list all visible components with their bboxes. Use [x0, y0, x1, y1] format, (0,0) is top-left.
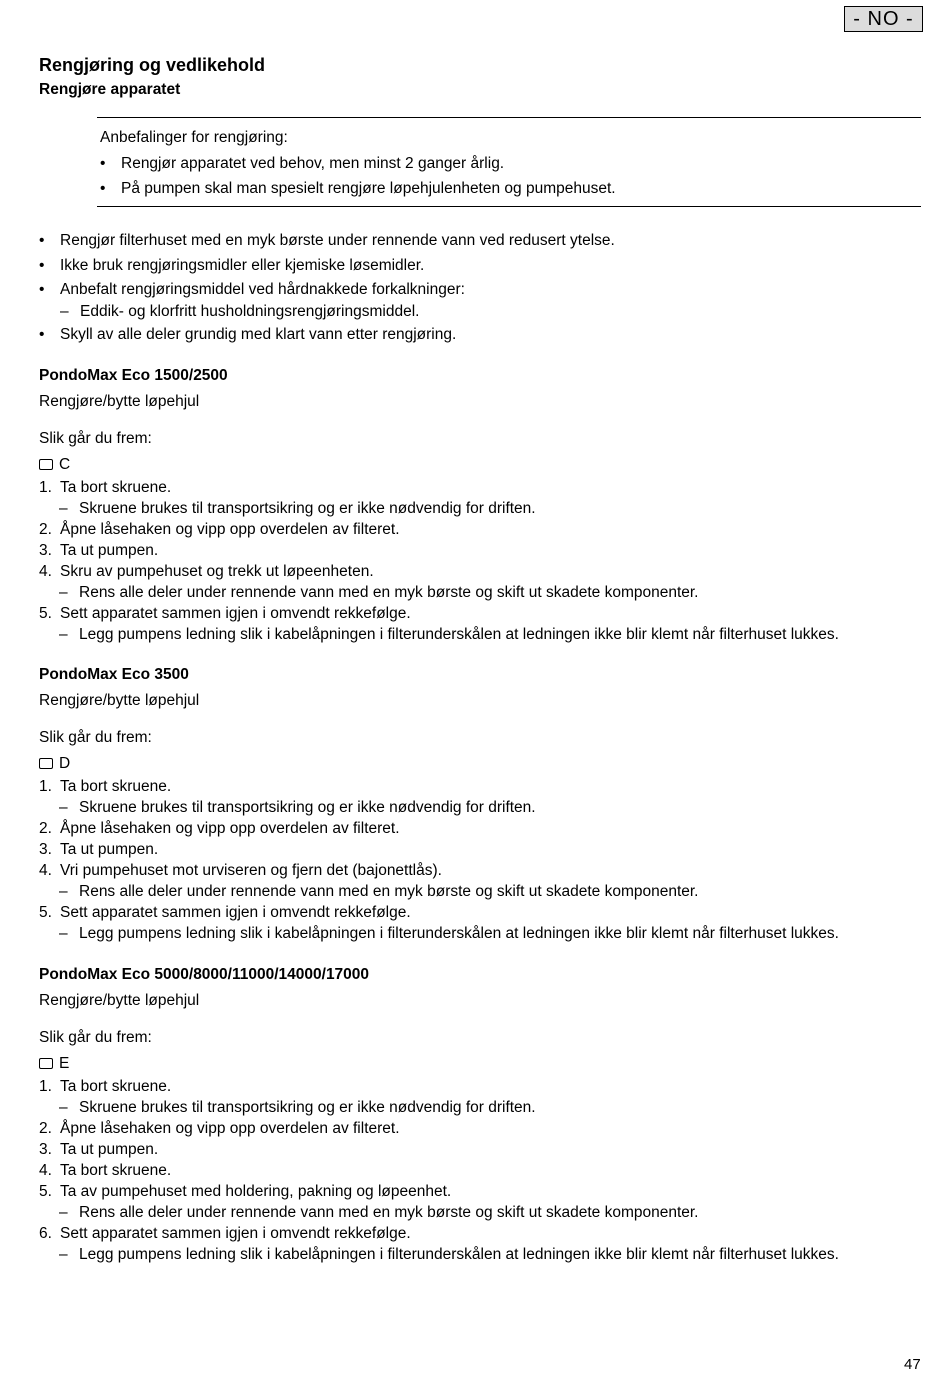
step-number: 3. [39, 841, 52, 858]
section-heading: PondoMax Eco 3500 [39, 666, 189, 683]
step-item: 3. Ta ut pumpen. [39, 542, 159, 559]
step-number: 1. [39, 479, 52, 496]
page-number: 47 [904, 1356, 921, 1373]
dash-symbol: – [59, 799, 68, 816]
figure-icon [39, 1058, 53, 1069]
step-number: 2. [39, 1120, 52, 1137]
step-item: 4. Ta bort skruene. [39, 1162, 172, 1179]
step-note: – Skruene brukes til transportsikring og er ikke nødvendig for driften. [59, 500, 536, 517]
section-subheading: Rengjøre/bytte løpehjul [39, 692, 200, 709]
recommendation-box [97, 117, 921, 207]
step-item: 4. Vri pumpehuset mot urviseren og fjern det (bajonettlås). [39, 862, 442, 879]
step-number: 2. [39, 820, 52, 837]
step-note: – Legg pumpens ledning slik i kabelåpningen i filterunderskålen at ledningen ikke blir klemt når filterhuset lukkes. [59, 925, 839, 942]
step-item: 2. Åpne låsehaken og vipp opp overdelen av filteret. [39, 820, 400, 837]
section-intro: Slik går du frem: [39, 1029, 152, 1046]
step-item: 2. Åpne låsehaken og vipp opp overdelen av filteret. [39, 521, 400, 538]
step-number: 1. [39, 778, 52, 795]
step-number: 5. [39, 605, 52, 622]
step-item: 2. Åpne låsehaken og vipp opp overdelen av filteret. [39, 1120, 400, 1137]
recommendation-item: • På pumpen skal man spesielt rengjøre løpehjulenheten og pumpehuset. [100, 180, 616, 197]
step-item: 5. Sett apparatet sammen igjen i omvendt rekkefølge. [39, 605, 411, 622]
list-sub-item: – Eddik- og klorfritt husholdningsrengjøringsmiddel. [60, 303, 420, 320]
step-item: 3. Ta ut pumpen. [39, 841, 159, 858]
list-item: • Ikke bruk rengjøringsmidler eller kjemiske løsemidler. [39, 257, 425, 274]
bullet-symbol: • [39, 281, 45, 298]
dash-symbol: – [59, 1099, 68, 1116]
section-heading: PondoMax Eco 5000/8000/11000/14000/17000 [39, 966, 370, 983]
step-note: – Legg pumpens ledning slik i kabelåpningen i filterunderskålen at ledningen ikke blir klemt når filterhuset lukkes. [59, 1246, 839, 1263]
page-subtitle: Rengjøre apparatet [39, 81, 181, 98]
step-note: – Legg pumpens ledning slik i kabelåpningen i filterunderskålen at ledningen ikke blir klemt når filterhuset lukkes. [59, 626, 839, 643]
step-number: 1. [39, 1078, 52, 1095]
language-badge: - NO - [844, 6, 923, 32]
step-note: – Skruene brukes til transportsikring og er ikke nødvendig for driften. [59, 1099, 536, 1116]
page-title: Rengjøring og vedlikehold [39, 55, 266, 75]
dash-symbol: – [59, 925, 68, 942]
dash-symbol: – [59, 883, 68, 900]
step-note: – Rens alle deler under rennende vann med en myk børste og skift ut skadete komponenter. [59, 1204, 699, 1221]
section-intro: Slik går du frem: [39, 729, 152, 746]
step-number: 3. [39, 1141, 52, 1158]
bullet-symbol: • [100, 155, 106, 172]
step-item: 5. Ta av pumpehuset med holdering, pakning og løpeenhet. [39, 1183, 452, 1200]
recommendation-intro: Anbefalinger for rengjøring: [100, 129, 288, 146]
step-item: 5. Sett apparatet sammen igjen i omvendt rekkefølge. [39, 904, 411, 921]
step-item: 1. Ta bort skruene. [39, 778, 172, 795]
figure-icon [39, 758, 53, 769]
dash-symbol: – [59, 584, 68, 601]
figure-reference: C [39, 455, 70, 475]
step-number: 2. [39, 521, 52, 538]
bullet-symbol: • [100, 180, 106, 197]
list-item: • Anbefalt rengjøringsmiddel ved hårdnakkede forkalkninger: [39, 281, 465, 298]
step-number: 4. [39, 563, 52, 580]
step-number: 5. [39, 1183, 52, 1200]
bullet-symbol: • [39, 326, 45, 343]
step-item: 3. Ta ut pumpen. [39, 1141, 159, 1158]
step-note: – Rens alle deler under rennende vann med en myk børste og skift ut skadete komponenter. [59, 584, 699, 601]
recommendation-item: • Rengjør apparatet ved behov, men minst 2 ganger årlig. [100, 155, 505, 172]
bullet-symbol: • [39, 232, 45, 249]
section-subheading: Rengjøre/bytte løpehjul [39, 992, 200, 1009]
step-number: 4. [39, 862, 52, 879]
step-note: – Rens alle deler under rennende vann med en myk børste og skift ut skadete komponenter. [59, 883, 699, 900]
list-item: • Skyll av alle deler grundig med klart vann etter rengjøring. [39, 326, 457, 343]
step-number: 5. [39, 904, 52, 921]
step-number: 4. [39, 1162, 52, 1179]
section-intro: Slik går du frem: [39, 430, 152, 447]
step-number: 3. [39, 542, 52, 559]
step-item: 1. Ta bort skruene. [39, 479, 172, 496]
step-note: – Skruene brukes til transportsikring og er ikke nødvendig for driften. [59, 799, 536, 816]
step-item: 1. Ta bort skruene. [39, 1078, 172, 1095]
step-item: 6. Sett apparatet sammen igjen i omvendt rekkefølge. [39, 1225, 411, 1242]
figure-icon [39, 459, 53, 470]
step-number: 6. [39, 1225, 52, 1242]
dash-symbol: – [59, 626, 68, 643]
figure-reference: D [39, 754, 70, 774]
step-item: 4. Skru av pumpehuset og trekk ut løpeenheten. [39, 563, 374, 580]
list-item: • Rengjør filterhuset med en myk børste under rennende vann ved redusert ytelse. [39, 232, 615, 249]
dash-symbol: – [59, 1246, 68, 1263]
bullet-symbol: • [39, 257, 45, 274]
figure-reference: E [39, 1054, 69, 1074]
dash-symbol: – [59, 1204, 68, 1221]
dash-symbol: – [59, 500, 68, 517]
section-heading: PondoMax Eco 1500/2500 [39, 367, 228, 384]
dash-symbol: – [60, 303, 69, 320]
section-subheading: Rengjøre/bytte løpehjul [39, 393, 200, 410]
